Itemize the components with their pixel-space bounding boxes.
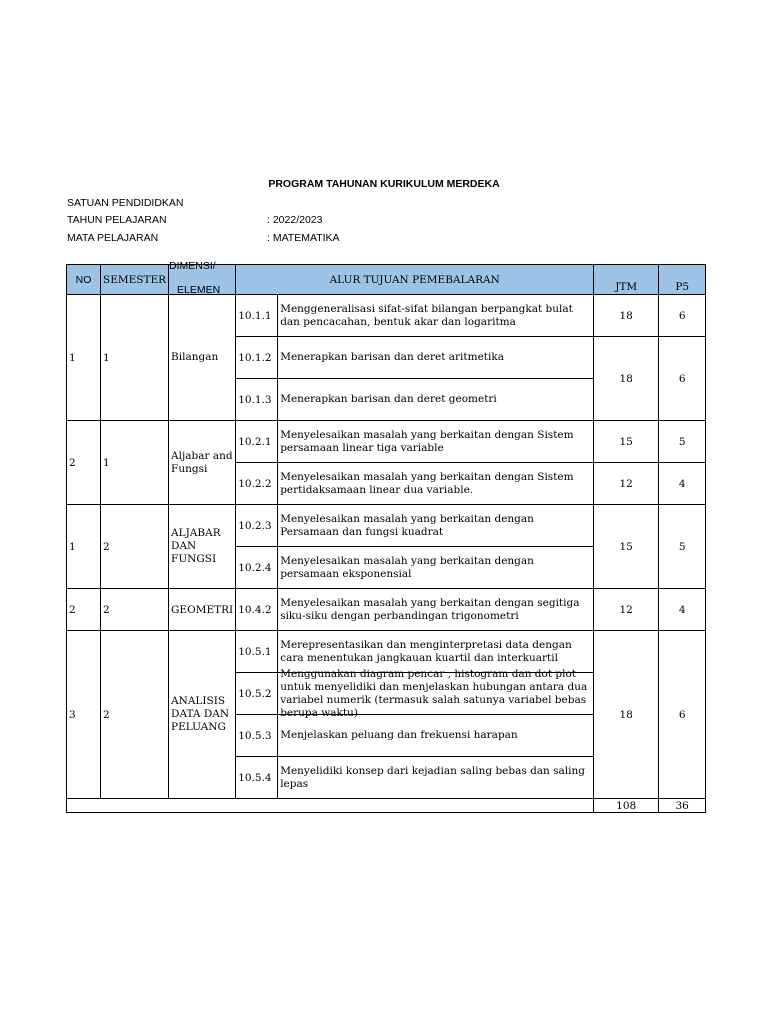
row-text: Menyelesaikan masalah yang berkaitan dengan persamaan eksponensial <box>278 547 594 589</box>
row-jtm: 18 <box>594 631 659 799</box>
row-text: Menjelaskan peluang dan frekuensi harapan <box>278 715 594 757</box>
row-code: 10.5.3 <box>236 715 278 757</box>
row-code: 10.5.4 <box>236 757 278 799</box>
row-jtm: 15 <box>594 421 659 463</box>
row-code: 10.5.1 <box>236 631 278 673</box>
group-semester: 1 <box>101 295 169 421</box>
row-p5: 5 <box>659 421 706 463</box>
row-code: 10.1.2 <box>236 337 278 379</box>
row-jtm: 12 <box>594 589 659 631</box>
group-no: 1 <box>67 505 101 589</box>
header-row <box>67 265 706 295</box>
subject-value: : MATEMATIKA <box>267 232 340 244</box>
header-no: NO <box>67 265 101 295</box>
total-jtm: 108 <box>594 799 659 813</box>
group-semester: 2 <box>101 631 169 799</box>
table-row <box>67 631 706 673</box>
row-p5: 6 <box>659 337 706 421</box>
table-row <box>67 505 706 547</box>
row-text: Menyelesaikan masalah yang berkaitan dengan Sistem pertidaksamaan linear dua variable. <box>278 463 594 505</box>
totals-spacer <box>67 799 594 813</box>
row-text: Menerapkan barisan dan deret geometri <box>278 379 594 421</box>
header-dimensi <box>169 260 236 296</box>
row-code: 10.2.2 <box>236 463 278 505</box>
header-p5: P5 <box>659 265 706 295</box>
row-code: 10.2.4 <box>236 547 278 589</box>
group-elemen: Aljabar and Fungsi <box>169 421 236 505</box>
group-elemen: ANALISIS DATA DAN PELUANG <box>169 631 236 799</box>
group-no: 2 <box>67 421 101 505</box>
subject-label: MATA PELAJARAN <box>67 232 159 244</box>
group-no: 1 <box>67 295 101 421</box>
group-elemen: Bilangan <box>169 295 236 421</box>
row-text: Menggeneralisasi sifat-sifat bilangan berpangkat bulat dan pencacahan, bentuk akar dan logaritma <box>278 295 594 337</box>
row-code: 10.5.2 <box>236 673 278 715</box>
row-text: Merepresentasikan dan menginterpretasi data dengan cara menentukan jangkauan kuartil dan interkuartil <box>278 631 594 673</box>
row-code: 10.2.1 <box>236 421 278 463</box>
table-row <box>67 589 706 631</box>
annual-program-table <box>66 260 706 813</box>
table-row <box>67 295 706 337</box>
group-semester: 2 <box>101 505 169 589</box>
row-code: 10.2.3 <box>236 505 278 547</box>
row-p5: 6 <box>659 295 706 337</box>
school-label: SATUAN PENDIDIDKAN <box>67 197 184 209</box>
header-dimensi-line1: DIMENSI/ <box>169 260 216 272</box>
total-p5: 36 <box>659 799 706 813</box>
group-semester: 2 <box>101 589 169 631</box>
group-elemen: GEOMETRI <box>169 589 236 631</box>
row-text: Menyelesaikan masalah yang berkaitan dengan Persamaan dan fungsi kuadrat <box>278 505 594 547</box>
header-dimensi-line2: ELEMEN <box>177 284 221 296</box>
row-text: Menyelesaikan masalah yang berkaitan dengan Sistem persamaan linear tiga variable <box>278 421 594 463</box>
row-p5: 5 <box>659 505 706 589</box>
group-no: 2 <box>67 589 101 631</box>
row-jtm: 18 <box>594 337 659 421</box>
header-jtm: JTM <box>594 265 659 295</box>
totals-row <box>67 799 706 813</box>
row-p5: 4 <box>659 463 706 505</box>
row-jtm: 15 <box>594 505 659 589</box>
table-row <box>67 421 706 463</box>
row-text: Menyelesaikan masalah yang berkaitan dengan segitiga siku-siku dengan perbandingan trigonometri <box>278 589 594 631</box>
row-code: 10.1.1 <box>236 295 278 337</box>
row-text: Menerapkan barisan dan deret aritmetika <box>278 337 594 379</box>
row-code: 10.1.3 <box>236 379 278 421</box>
academic-year-label: TAHUN PELAJARAN <box>67 214 167 226</box>
group-semester: 1 <box>101 421 169 505</box>
header-alur: ALUR TUJUAN PEMEBALARAN <box>236 265 594 295</box>
header-semester: SEMESTER <box>101 265 169 295</box>
row-jtm: 12 <box>594 463 659 505</box>
row-text-clipped: Menggunakan diagram pencar , histogram dan dot plot untuk menyelidiki dan menjelaskan hubungan antara dua variabel numerik (termasuk salah satunya variabel bebas berupa waktu) <box>280 668 588 719</box>
document-title: PROGRAM TAHUNAN KURIKULUM MERDEKA <box>268 178 500 190</box>
row-text <box>278 668 594 719</box>
row-code: 10.4.2 <box>236 589 278 631</box>
row-p5: 4 <box>659 589 706 631</box>
group-no: 3 <box>67 631 101 799</box>
group-elemen: ALJABAR DAN FUNGSI <box>169 505 236 589</box>
row-text: Menyelidiki konsep dari kejadian saling bebas dan saling lepas <box>278 757 594 799</box>
row-jtm: 18 <box>594 295 659 337</box>
row-p5: 6 <box>659 631 706 799</box>
academic-year-value: : 2022/2023 <box>267 214 323 226</box>
